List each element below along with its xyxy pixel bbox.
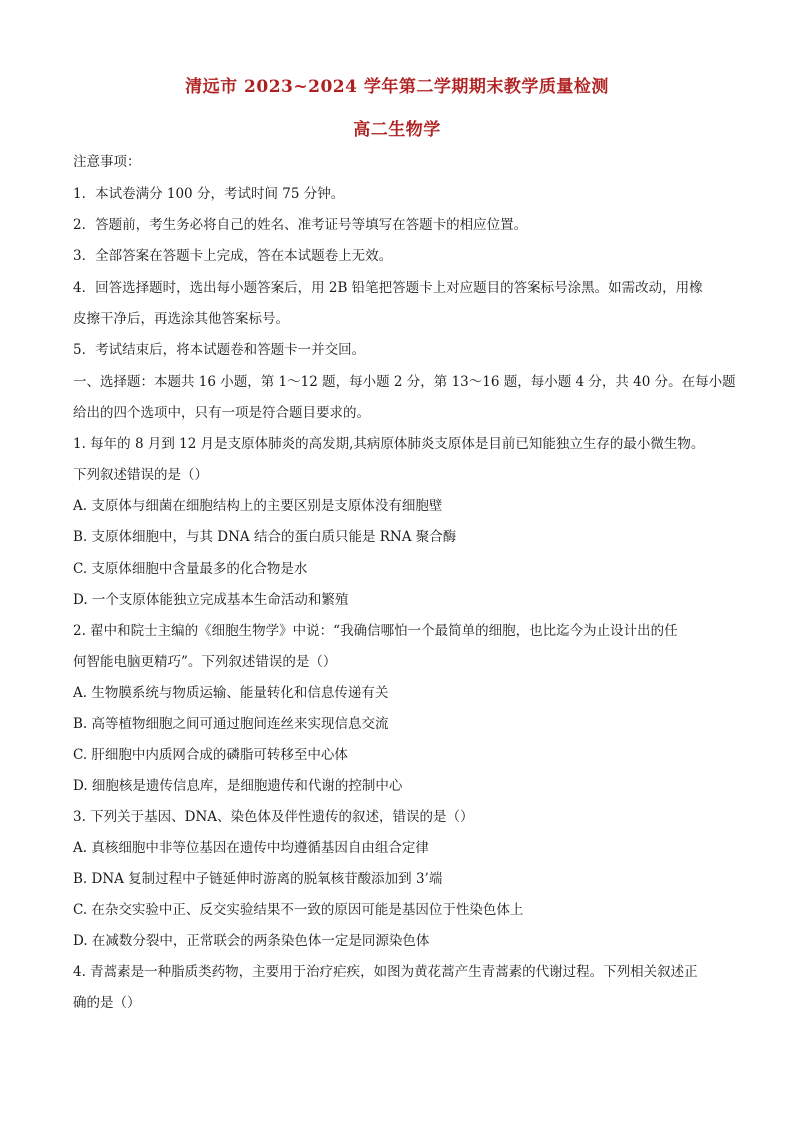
question-option: D. 细胞核是遗传信息库，是细胞遗传和代谢的控制中心 (73, 778, 403, 794)
notice-item: 皮擦干净后，再选涂其他答案标号。 (73, 311, 289, 327)
question-option: C. 支原体细胞中含量最多的化合物是水 (73, 561, 308, 577)
exam-subject: 高二生物学 (353, 120, 441, 140)
question-option: C. 肝细胞中内质网合成的磷脂可转移至中心体 (73, 747, 348, 763)
question-option: B. DNA 复制过程中子链延伸时游离的脱氧核苷酸添加到 3’端 (73, 871, 443, 887)
notice-item: 2．答题前，考生务必将自己的姓名、准考证号等填写在答题卡的相应位置。 (73, 217, 528, 233)
question-option: A. 真核细胞中非等位基因在遗传中均遵循基因自由组合定律 (73, 840, 429, 856)
question-stem: 2. 翟中和院士主编的《细胞生物学》中说：“我确信哪怕一个最简单的细胞，也比迄今为止设计出的任 (73, 623, 678, 639)
question-option: A. 支原体与细菌在细胞结构上的主要区别是支原体没有细胞壁 (73, 498, 443, 514)
question-option: B. 支原体细胞中，与其 DNA 结合的蛋白质只能是 RNA 聚合酶 (73, 529, 457, 545)
question-stem: 何智能电脑更精巧”。下列叙述错误的是（） (73, 654, 337, 670)
notice-item: 3．全部答案在答题卡上完成，答在本试题卷上无效。 (73, 248, 393, 264)
question-option: C. 在杂交实验中正、反交实验结果不一致的原因可能是基因位于性染色体上 (73, 902, 524, 918)
section-intro: 一、选择题：本题共 16 小题，第 1～12 题，每小题 2 分，第 13～16 题，每小题 4 分，共 40 分。在每小题 (73, 374, 736, 390)
question-stem: 下列叙述错误的是（） (73, 467, 208, 483)
notice-item: 1．本试卷满分 100 分，考试时间 75 分钟。 (73, 186, 345, 202)
question-option: D. 在减数分裂中，正常联会的两条染色体一定是同源染色体 (73, 933, 430, 949)
notice-heading: 注意事项： (73, 154, 141, 170)
exam-title: 清远市 2023~2024 学年第二学期期末教学质量检测 (185, 77, 609, 97)
notice-item: 5．考试结束后，将本试题卷和答题卡一并交回。 (73, 342, 366, 358)
question-stem: 1. 每年的 8 月到 12 月是支原体肺炎的高发期,其病原体肺炎支原体是目前已知能独立生存的最小微生物。 (73, 436, 705, 452)
question-stem: 3. 下列关于基因、DNA、染色体及伴性遗传的叙述，错误的是（） (73, 809, 474, 825)
question-stem: 确的是（） (73, 995, 141, 1011)
question-option: B. 高等植物细胞之间可通过胞间连丝来实现信息交流 (73, 716, 389, 732)
section-intro: 给出的四个选项中，只有一项是符合题目要求的。 (73, 405, 370, 421)
question-stem: 4. 青蒿素是一种脂质类药物，主要用于治疗疟疾，如图为黄花蒿产生青蒿素的代谢过程。下列相关叙述正 (73, 964, 698, 980)
question-option: D. 一个支原体能独立完成基本生命活动和繁殖 (73, 592, 349, 608)
question-option: A. 生物膜系统与物质运输、能量转化和信息传递有关 (73, 685, 389, 701)
notice-item: 4．回答选择题时，选出每小题答案后，用 2B 铅笔把答题卡上对应题目的答案标号涂黑。如需改动，用橡 (73, 280, 703, 296)
